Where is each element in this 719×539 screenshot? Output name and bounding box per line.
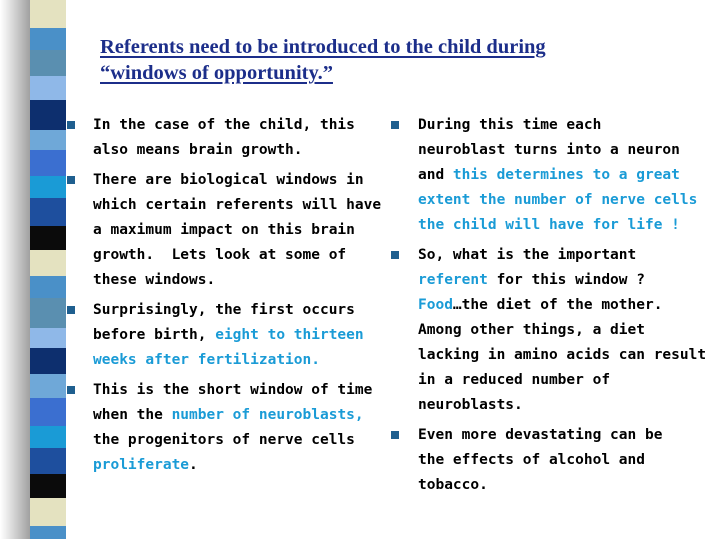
stripe-block	[30, 50, 66, 76]
text-segment: There are biological windows in	[93, 172, 364, 188]
text-segment: the effects of alcohol and	[418, 452, 645, 468]
decorative-stripe-border	[0, 0, 66, 539]
text-line	[93, 243, 381, 268]
text-segment: for this window ?	[487, 272, 645, 288]
stripe-block	[30, 448, 66, 474]
text-segment: lacking in amino acids can result	[418, 347, 707, 363]
bullet-text	[93, 298, 364, 373]
text-line	[418, 393, 706, 418]
square-bullet-icon	[67, 121, 75, 129]
stripe-block	[30, 348, 66, 374]
text-segment: which certain referents will have	[93, 197, 382, 213]
stripe-block	[30, 498, 66, 526]
text-line	[93, 138, 355, 163]
text-segment: before birth,	[93, 327, 216, 343]
stripe-block	[30, 198, 66, 226]
text-segment: these windows.	[93, 272, 216, 288]
stripe-block	[30, 226, 66, 250]
text-line	[418, 343, 706, 368]
text-segment: and	[418, 167, 453, 183]
text-line	[418, 113, 697, 138]
highlighted-text: proliferate	[93, 457, 190, 473]
highlighted-text: referent	[418, 272, 488, 288]
text-line	[418, 423, 662, 448]
text-segment: Even more devastating can be	[418, 427, 663, 443]
bullet-text	[93, 378, 372, 478]
bullet-text	[418, 113, 697, 238]
text-line	[418, 448, 662, 473]
text-line	[93, 193, 381, 218]
text-segment: This is the short window of time	[93, 382, 373, 398]
bullet-text	[418, 423, 662, 498]
text-line	[418, 268, 706, 293]
stripe-block	[30, 276, 66, 298]
text-segment: neuroblasts.	[418, 397, 523, 413]
stripe-block	[30, 130, 66, 150]
text-segment: also means brain growth.	[93, 142, 303, 158]
stripe-block	[30, 328, 66, 348]
text-line	[418, 293, 706, 318]
bullet-text	[93, 113, 355, 163]
text-segment: in a reduced number of	[418, 372, 611, 388]
text-line	[418, 213, 697, 238]
text-segment: a maximum impact on this brain	[93, 222, 355, 238]
text-line	[418, 318, 706, 343]
text-segment: In the case of the child, this	[93, 117, 355, 133]
text-segment: when the	[93, 407, 172, 423]
title-line-1: Referents need to be introduced to the child during	[100, 36, 546, 58]
text-segment: the progenitors of nerve cells	[93, 432, 355, 448]
stripe-block	[30, 398, 66, 426]
text-line	[93, 348, 364, 373]
text-line	[93, 453, 372, 478]
stripe-block	[30, 28, 66, 50]
stripe-block	[30, 474, 66, 498]
stripe-block	[30, 176, 66, 198]
bullet-text	[418, 243, 706, 418]
stripe-block	[30, 426, 66, 448]
highlighted-text: eight to thirteen	[215, 327, 364, 343]
slide-title	[100, 34, 700, 86]
square-bullet-icon	[67, 386, 75, 394]
text-segment: …the diet of the mother.	[452, 297, 663, 313]
text-line	[93, 298, 364, 323]
text-line	[93, 323, 364, 348]
text-line	[418, 188, 697, 213]
stripe-block	[30, 0, 66, 28]
stripe-block	[30, 100, 66, 130]
text-line	[93, 378, 372, 403]
stripe-block	[30, 526, 66, 539]
text-line	[418, 243, 706, 268]
text-line	[93, 168, 381, 193]
text-line	[418, 163, 697, 188]
square-bullet-icon	[391, 431, 399, 439]
stripe-block	[30, 298, 66, 328]
highlighted-text: extent the number of nerve cells	[418, 192, 698, 208]
text-line	[93, 113, 355, 138]
title-line-2: “windows of opportunity.”	[100, 62, 333, 84]
text-segment: So, what is the important	[418, 247, 637, 263]
text-line	[93, 268, 381, 293]
text-line	[93, 218, 381, 243]
square-bullet-icon	[391, 251, 399, 259]
text-segment: neuroblast turns into a neuron	[418, 142, 680, 158]
text-segment: tobacco.	[418, 477, 488, 493]
square-bullet-icon	[67, 176, 75, 184]
text-segment: Surprisingly, the first occurs	[93, 302, 355, 318]
text-line	[93, 403, 372, 428]
text-line	[418, 368, 706, 393]
stripe-block	[30, 150, 66, 176]
stripe-block	[30, 76, 66, 100]
highlighted-text: this determines to a great	[452, 167, 680, 183]
highlighted-text: number of neuroblasts,	[171, 407, 364, 423]
highlighted-text: Food	[418, 297, 453, 313]
text-segment: Among other things, a diet	[418, 322, 645, 338]
highlighted-text: the child will have for life !	[418, 217, 680, 233]
text-line	[418, 473, 662, 498]
highlighted-text: weeks after fertilization.	[93, 352, 320, 368]
text-line	[93, 428, 372, 453]
square-bullet-icon	[391, 121, 399, 129]
text-segment: .	[189, 457, 198, 473]
text-segment: growth. Lets look at some of	[93, 247, 347, 263]
text-segment: During this time each	[418, 117, 602, 133]
square-bullet-icon	[67, 306, 75, 314]
bullet-text	[93, 168, 381, 293]
stripe-block	[30, 374, 66, 398]
text-line	[418, 138, 697, 163]
stripe-block	[30, 250, 66, 276]
stripe-shadow	[0, 0, 30, 539]
